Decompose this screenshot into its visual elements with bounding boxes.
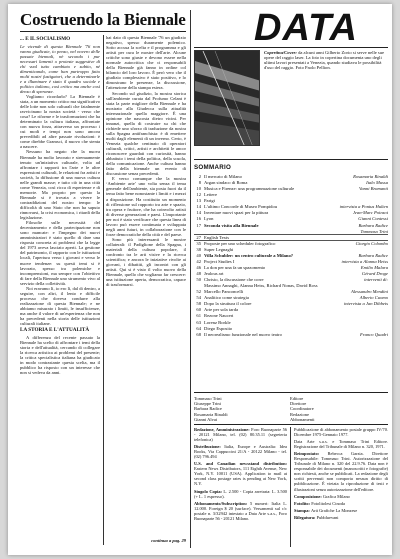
imprint-label: U.S. and Canadian newsstand distribution: bbox=[194, 461, 287, 467]
toc-title: Super Legnaghi bbox=[204, 246, 234, 252]
toc-title: Analitico come strategia bbox=[204, 295, 249, 301]
imprint-label: Singolo Copia: bbox=[194, 488, 224, 494]
toc-title bbox=[204, 229, 358, 234]
toc-page-number: 12 bbox=[196, 192, 201, 198]
toc-author: Gianni Contessi bbox=[358, 216, 388, 222]
imprint-label: Rilegatura: bbox=[294, 514, 317, 520]
toc-title: Project Studies I bbox=[204, 258, 235, 264]
staff-name: Barbara Radice bbox=[194, 406, 222, 412]
toc-page-number: 48 bbox=[196, 271, 201, 276]
toc-page-number bbox=[194, 229, 204, 234]
staff-rule bbox=[194, 392, 388, 393]
toc-page-number: 17 bbox=[196, 222, 201, 228]
toc-title: English Texts bbox=[204, 234, 229, 240]
toc-title: La don per una fa un spazomento bbox=[204, 264, 266, 270]
imprint-label: Stampa: bbox=[294, 507, 311, 513]
toc-title: Parigi bbox=[204, 198, 215, 204]
toc-author: Italo Mussa bbox=[366, 180, 388, 186]
cover-caption bbox=[264, 50, 388, 146]
toc-page-number: 2 bbox=[198, 174, 201, 179]
toc-author: Barbara Radice bbox=[358, 252, 388, 258]
page-title: Costruendo la Biennale bbox=[20, 10, 186, 29]
toc-title: Musica e Firenze: una programmazione culturale bbox=[204, 186, 295, 192]
table-of-contents bbox=[194, 174, 388, 338]
toc-title: Villa Schubler: un centro culturale a Milano? bbox=[204, 252, 294, 258]
imprint-divider bbox=[290, 427, 291, 547]
toc-page-number: 40 bbox=[196, 252, 201, 258]
toc-title: Massimo Annaghi, Alanna Heiss, Richard Nonas, David Ross bbox=[204, 283, 318, 289]
toc-title: Proposte per uno scheduler fotografico bbox=[204, 240, 276, 246]
toc-title: Lyon bbox=[204, 216, 214, 222]
staff-list bbox=[194, 396, 388, 422]
paragraph: Noi eravamo lì, io ero lì, dal di dentro, a seguire, con altri, il lento e difficile processo che doveva condurre alla realizzazione di questa Biennale; e ne abbiamo misurato i limiti, le insufficienze, ma anche il valore di un'esperienza che non ha precedenti nella storia delle istituzioni culturali italiane. bbox=[20, 285, 100, 327]
imprint-paragraph bbox=[294, 501, 388, 506]
toc-title: Argan sindaco di Roma bbox=[204, 180, 248, 186]
toc-page-number: 61 bbox=[196, 313, 201, 319]
section-heading-storia: LA STORIA E L'ATTUALITÀ bbox=[20, 327, 90, 334]
imprint-text: 5 numeri: Italia L. 12.000. Foreign $ 20 (surface). Versamenti sul c/c postale n. 3/32942 intestato a Data Arte s.a.s., Foro Buonaparte 56 - 20121 Milano. bbox=[194, 500, 287, 521]
imprint-text: Pubblicazione di abbonamento postale gruppo IV/70. Dicembre 1975-Gennaio 1977. bbox=[294, 427, 388, 438]
toc-page-number: 58 bbox=[196, 301, 201, 307]
toc-author: intervista a Alanna Heiss bbox=[341, 258, 388, 264]
toc-title: Lettere bbox=[204, 192, 218, 198]
toc-author: Tommaso Trini bbox=[360, 228, 388, 234]
magazine-logo: DATA bbox=[254, 10, 358, 46]
imprint-paragraph bbox=[194, 427, 287, 442]
imprint-text: Fotolitolesi Cinoda bbox=[311, 500, 345, 506]
toc-page-number: 52 bbox=[196, 289, 201, 295]
toc-author: intervista a Jan Dibbets bbox=[343, 301, 388, 307]
staff-role: Coordinatore bbox=[290, 406, 314, 412]
imprint-paragraph bbox=[294, 508, 388, 513]
imprint-label: Redazione, Amministrazione: bbox=[194, 427, 252, 432]
toc-row bbox=[194, 332, 388, 338]
title-rule bbox=[20, 31, 186, 32]
imprint-left bbox=[194, 427, 287, 549]
caption-text: da alcuni anni Gilberto Zorio si serve nelle sue opere del raggio laser. La foto in copertina documenta uno degli ultimi lavori presentati a Venezia, quando studiava le possibilità d'uso del raggio. Foto Paolo Pellion. bbox=[264, 50, 385, 71]
imprint-right bbox=[294, 427, 388, 549]
toc-page-number: 54 bbox=[196, 295, 201, 301]
toc-title: Jealous art bbox=[204, 271, 224, 276]
toc-page-number: 68 bbox=[196, 331, 201, 337]
toc-title: Dopo la struttura il colore bbox=[204, 301, 252, 307]
toc-page-number: 46 bbox=[196, 264, 201, 270]
imprint-text: Rebecca Garzia. Direttore Responsabile: Tommaso Trini. Autorizzazione del Tribunale di Milano n. 320 del 22.9.76. Data non è responsabile dei documenti (manoscritti e fotografie) non richiesti, anche se pubblicati. La redazione degli scritti pervenuti non comporta nessun diritto di pubblicazione. È vietata la riproduzione di testi e illustrazioni senza autorizzazione dell'editore. bbox=[294, 451, 388, 492]
toc-title: Lorenz Borkle bbox=[204, 319, 231, 325]
imprint-rule bbox=[194, 424, 388, 425]
imprint-text: L. 2.500 - Copia arretrata: L. 3.500 (+ L. 1 espresso). bbox=[194, 488, 287, 499]
toc-title: Arte per sola tarda bbox=[204, 307, 239, 313]
toc-author: Vanni Bramanti bbox=[359, 186, 388, 192]
toc-author: Barbara Radice bbox=[358, 222, 388, 228]
masthead-rule bbox=[194, 47, 388, 48]
paragraph: hai dato di questa Biennale '76 un giudizio negativo, spesso duramente polemico. Sotto accusa la scelta e il programma e gli artisti per cura le mostre dell'arte. Alcune critiche sono giuste e devono essere nella normale autocritica che ci responsabili della Biennale già fanno in ordine col bilancio del loro lavoro. È però vero che il giudizio complessivo è stato positivo, e lo dimostrano le presenze, la discussione, l'attenzione della stampa estera. bbox=[106, 35, 186, 91]
imprint-text: Italia, Europe e Australia: Idea Books, Via Cappuccini 21/A - 20122 Milano - tel. (02) 796.494 bbox=[194, 444, 287, 460]
toc-title: Christo, la discussione che corre bbox=[204, 277, 264, 283]
toc-author: Giorgio Colombo bbox=[355, 240, 388, 246]
imprint-paragraph bbox=[194, 444, 287, 459]
staff-role: Redazione bbox=[290, 411, 309, 417]
toc-title: Marcello Panconcelli bbox=[204, 289, 244, 295]
imprint-paragraph bbox=[294, 439, 388, 449]
paragraph: Filosofie sulle necessità del decentramento e della partecipazione non sono mancate: e l'impegno dei nuovi amministratori è stato quello di dare una risposta concreta ai problemi che la legge del 1973 aveva lasciato aperti. La gestione del patrimonio, il rapporto con le istituzioni locali, l'apertura verso i giovani e verso le nuove tendenze: su questi temi si è lavorato, spesso tra polemiche e incomprensioni, ma sempre con l'obiettivo di fare della Biennale uno strumento vivo al servizio della collettività. bbox=[20, 220, 100, 286]
imprint-paragraph bbox=[294, 427, 388, 437]
page-divider bbox=[190, 10, 191, 548]
continuation-note: continua a pag. 29 bbox=[151, 538, 186, 543]
toc-author: interventi di: bbox=[364, 277, 388, 283]
toc-author: Gérard Droge bbox=[361, 271, 388, 276]
toc-author: Jean-Marc Poinsot bbox=[352, 210, 388, 216]
toc-page-number: 50 bbox=[196, 277, 201, 283]
toc-title: Il mercato di Milano bbox=[204, 174, 242, 179]
imprint-text: Pubbluevani bbox=[316, 514, 339, 520]
staff-role: Editore bbox=[290, 396, 304, 401]
imprint-label: Abbonamento/Subscription: bbox=[194, 500, 250, 506]
column-divider bbox=[103, 35, 104, 545]
toc-title: Diego Esposito bbox=[204, 325, 233, 331]
staff-name: Giuseppe Trini bbox=[194, 401, 221, 407]
imprint-paragraph bbox=[294, 515, 388, 520]
imprint-paragraph bbox=[194, 461, 287, 486]
imprint-label: Reimpostato: bbox=[294, 451, 328, 457]
toc-author: Rosamaria Rinaldi bbox=[353, 174, 388, 179]
toc-author bbox=[386, 235, 388, 240]
toc-author: Alberto Cuomo bbox=[359, 295, 388, 301]
paragraph: Nessuno ha negato che la nuova Biennale ha molto lavorato e strenuamente tenuto un'iniziativa culturale, volta ad affrontare i rapporti tra l'arte e le altre espressioni culturali, le relazioni fra artisti e società, la diffusione di una nuova cultura nelle grandi masse; e tutto ciò in una città come Venezia, così ricca di esperienze e di memorie. Ma proprio per questo la Biennale si è trovata a vivere le contraddizioni del nostro tempo: le difficoltà di uno Stato che non ha saputo rinnovarsi, la crisi economica, i ritardi della legislazione. bbox=[20, 149, 100, 221]
toc-title: L'ultimo Concorde di Museo Pompidou bbox=[204, 204, 278, 210]
toc-page-number: 8 bbox=[198, 180, 201, 186]
paragraph: Sono più interessanti le mostre collaterali: il Padiglione della Spagna, i materiali della cultura popolare, il confronto tra le arti visive e la ricerca scientifica; e ancora le iniziative rivolte ai giovani, i dibattiti, gli incontri con gli artisti. Qui si è visto il volto nuovo della Biennale, quello che vogliamo far crescere: una istituzione aperta, democratica, capace di trasformarsi. bbox=[106, 236, 186, 288]
staff-name: Tommaso Trini bbox=[194, 396, 222, 401]
imprint-label: Distribuzione: bbox=[194, 444, 225, 450]
paragraph: Secondo sul giudizio, la mostra storica sull'ambiente curata dal Profumo Celant è stata la parte migliore della Biennale e ha mostrato alla Giudecca sulla attualità internazionale quella maggiore. È una opinione che nascosta dietro vicini. Per innanzi, quella di costruire su chi che richiede uno sforzo di traduzione da nostra sulla Spagna antifranchista: è di emettere molti dagli elementi di un inverno. Certo, è Venezia qualche centinaio di operatori culturali, critici, artisti e architetti le ancor riconoscere guardati con curiosità, hanno abbattuto i temi della politica, della scuola, della comunicazione. Anche cultura hanno fatto della biennale un evento di discussione senza precedenti. bbox=[106, 90, 186, 177]
imprint-paragraph bbox=[294, 451, 388, 491]
editorial-column-2 bbox=[106, 35, 186, 538]
imprint-paragraph bbox=[294, 494, 388, 499]
imprint-text: Eastern News Distributors, 111 Eighth Avenue, New York, N.Y. 10011 (USA). Application to mail at second class postage rates is pending at New York, N.Y. bbox=[194, 466, 287, 487]
sommario-rule bbox=[194, 159, 388, 160]
paragraph: E verso comunque che la mostra ‘Ambiente arte’ uno volta senza il tema generale dell'ambiente, sia posta fuori da il tema fatto bene nonostante i limiti e i mezzi a disposizione. Ha costituito un momento di riflessione sul rapporto tra arte e spazio, tra opera e fruitore, che ha coinvolto artisti di diverse generazioni e paesi. L'importante per noi è stato verificare che questa linea di lavoro può essere continuata e sviluppata negli anni futuri, in collaborazione con le forze democratiche della città e del paese. bbox=[106, 176, 186, 237]
imprint-paragraph bbox=[194, 501, 287, 521]
toc-author: intervista a Pontus Hulten bbox=[339, 204, 388, 210]
paragraph: Vogliamo ricordarlo? La Biennale è stata, a un momento critico ma significativo delle lotte non solo culturali che fatalmente ravvicinano la nostra società - verso che cosa? Le riforme e le trasformazioni che ha determinato la cultura italiana, affrontate con nuova forza, attraverso un processo i cui modi e tempi non sono ancora prevedibili ad altre passate rivoluzioni: è come direbbe Gramsci, il nuovo che stenta a nascere. bbox=[20, 93, 100, 150]
toc-author: Emilio Malara bbox=[360, 264, 388, 270]
toc-page-number: 16 bbox=[196, 216, 201, 222]
imprint-label: Fotolito: bbox=[294, 500, 312, 506]
magazine-page bbox=[8, 4, 392, 555]
imprint-label: Composizione: bbox=[294, 493, 323, 499]
imprint-text: Foro Buonaparte 56 - 20121 Milano, tel. (02) 80.35.11 (segreteria telefonica) bbox=[194, 427, 287, 443]
staff-name: Rosamaria Rinaldi bbox=[194, 411, 228, 417]
staff-role: Abbonamenti bbox=[290, 416, 315, 422]
toc-author: Alessandro Mendini bbox=[351, 289, 388, 295]
section-heading-socialismo: ... E IL SOCIALISMO bbox=[20, 36, 71, 42]
toc-page-number: 14 bbox=[196, 210, 201, 216]
toc-page-number: 35 bbox=[196, 240, 201, 246]
toc-page-number: 64 bbox=[196, 325, 201, 331]
sommario-heading: SOMMARIO bbox=[194, 164, 232, 171]
cover-photo bbox=[194, 50, 260, 146]
toc-page-number: 13 bbox=[196, 198, 201, 204]
toc-page-number: 10 bbox=[196, 186, 201, 192]
toc-page-number: 42 bbox=[196, 258, 201, 264]
imprint-text: Arti Grafiche La Monzese bbox=[310, 507, 358, 513]
imprint-text: Data Arte s.a.s. e Tommaso Trini Editore. Registrazione del Tribunale di Milano n. 320, 1971. bbox=[294, 439, 388, 450]
toc-title: Il neorealismo funzionale nel nuovo teatro bbox=[204, 331, 282, 337]
toc-page-number: 60 bbox=[196, 307, 201, 313]
paragraph: Le vicende di questa Biennale '76 non vanno giudicate, io penso, nel novero delle passate biennali, nè secondo i pur necessari lamenti o proteste suggestive di chi vuol tutto cambiato e subito, né dimenticando, come han purtroppo fatto molti nostri fustigatori, che a determinarle e a illuminare è stato il quadro sociale e politico italiano, così critico ma anche così denso di speranze. bbox=[20, 43, 100, 94]
toc-page-number: 38 bbox=[196, 246, 201, 252]
toc-page-number: 27 bbox=[196, 234, 201, 240]
toc-author: Franco Quadri bbox=[360, 331, 388, 337]
imprint-paragraph bbox=[194, 489, 287, 499]
toc-title: Inventare nuovi spazi per la pittura bbox=[204, 210, 269, 216]
staff-name: Gianni Alvai bbox=[194, 416, 218, 422]
continuation-note-wrap bbox=[106, 538, 186, 545]
editorial-column-1 bbox=[20, 35, 100, 545]
imprint-text: Grafica Milano bbox=[322, 493, 350, 499]
toc-page-number: 63 bbox=[196, 319, 201, 325]
cover-image-icon bbox=[195, 51, 260, 146]
toc-title: Rezone Nauceri bbox=[204, 313, 234, 319]
toc-page-number: 14 bbox=[196, 204, 201, 210]
staff-role: Direttore bbox=[290, 401, 307, 407]
toc-title: Seconda visita alla Biennale bbox=[204, 222, 259, 228]
caption-label: Copertina/Cover: bbox=[264, 50, 297, 55]
paragraph: A differenza del recente passato la Biennale ha scelto di affrontare i temi della storia e dell'attualità, cercando di collegare la ricerca artistica ai problemi del presente; la critica specialistica italiana ha giudicato in modo contrastante questa scelta, ma il pubblico ha risposto con un interesse che non si vedeva da anni. bbox=[20, 334, 100, 375]
